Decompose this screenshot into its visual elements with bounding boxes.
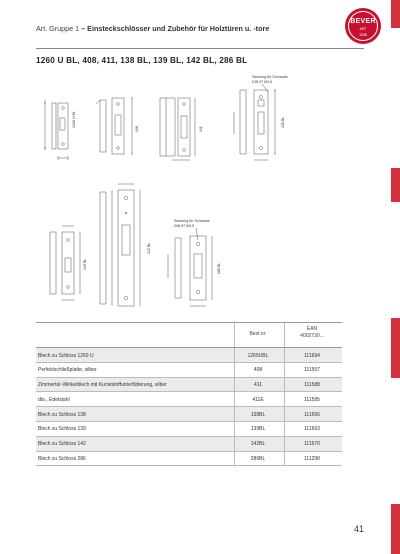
row-ean: 111656 [304, 411, 320, 418]
drawing-label-411: 411 [199, 126, 203, 132]
drawing-142bl [100, 184, 140, 306]
row-art: 286BL [250, 456, 266, 463]
row-art: 408 [253, 367, 263, 374]
row-art: 1260UBL [247, 352, 269, 359]
row-desc: Zimmertür-Winkelblech mit Kunststoffunterfütterung, silber [38, 382, 167, 389]
table-row [36, 392, 342, 407]
group-number: 1 [75, 24, 80, 33]
table-row [36, 378, 342, 393]
logo-name: BEVER [350, 18, 376, 25]
row-ean: 111595 [304, 396, 320, 403]
drawing-note-2a: Senkung für Schraube [174, 219, 210, 223]
table-row [36, 422, 342, 437]
drawing-note-2b: DIN 97 Ø4,5 [174, 224, 194, 228]
drawing-138bl [234, 84, 276, 160]
row-art: 138BL [250, 411, 266, 418]
edge-tab-lower [391, 318, 400, 378]
row-desc: Perfektschließplatte, silber [38, 367, 97, 374]
page-title: – Einsteckschlösser und Zubehör für Holztüren u. -tore [81, 24, 270, 33]
edge-tab-bottom [391, 504, 400, 554]
table-body [36, 348, 342, 466]
col-ean-header [288, 326, 336, 339]
table-row [36, 363, 342, 378]
drawing-286bl [168, 228, 212, 306]
row-ean: 111557 [304, 367, 320, 374]
drawing-label-408: 408 [135, 126, 139, 132]
table-row [36, 407, 342, 422]
page-number: 41 [354, 524, 365, 534]
drawing-411 [160, 98, 195, 160]
group-prefix: Art. Gruppe [36, 24, 74, 33]
drawing-label-1260ubl: 1260 U BL [72, 111, 76, 128]
row-desc: Blech zu Schloss 286 [38, 456, 86, 463]
row-desc: Blech zu Schloss 1260 U [38, 352, 94, 359]
row-art: 411E [252, 396, 264, 403]
drawing-label-139bl: 139 BL [83, 258, 87, 270]
table-row [36, 437, 342, 452]
row-desc: dto., Edelstahl [38, 396, 70, 403]
row-ean: 111588 [304, 382, 320, 389]
drawing-label-138bl: 138 BL [281, 116, 285, 128]
table-row [36, 348, 342, 363]
drawing-1260ubl [44, 100, 68, 160]
table-header [36, 322, 342, 348]
row-desc: Blech zu Schloss 139 [38, 426, 86, 433]
row-ean: 111670 [304, 441, 320, 448]
row-ean: 111663 [304, 426, 320, 433]
logo-year: 1938 [359, 33, 367, 37]
row-art: 411 [254, 382, 262, 389]
logo-sub: ART [359, 27, 367, 31]
row-desc: Blech zu Schloss 138 [38, 411, 86, 418]
row-ean: 111694 [304, 352, 320, 359]
product-table [36, 322, 342, 466]
drawing-note-1a: Senkung für Schraube [252, 75, 288, 79]
col-ean-sub: 4002730... [300, 332, 324, 339]
table-row [36, 452, 342, 467]
row-art: 142BL [250, 441, 266, 448]
row-art: 139BL [250, 426, 266, 433]
row-ean: 111298 [304, 456, 320, 463]
product-line: 1260 U BL, 408, 411, 138 BL, 139 BL, 142 BL, 286 BL [36, 56, 248, 65]
drawing-label-286bl: 286 BL [217, 262, 221, 274]
drawing-139bl [50, 226, 80, 300]
row-desc: Blech zu Schloss 142 [38, 441, 86, 448]
col-art-header: Best.nr. [249, 331, 267, 337]
drawing-label-142bl: 142 BL [147, 242, 151, 254]
drawing-408 [96, 98, 133, 154]
drawing-note-1b: DIN 97 Ø4,5 [252, 80, 272, 84]
col-ean-title: EAN [306, 326, 318, 332]
